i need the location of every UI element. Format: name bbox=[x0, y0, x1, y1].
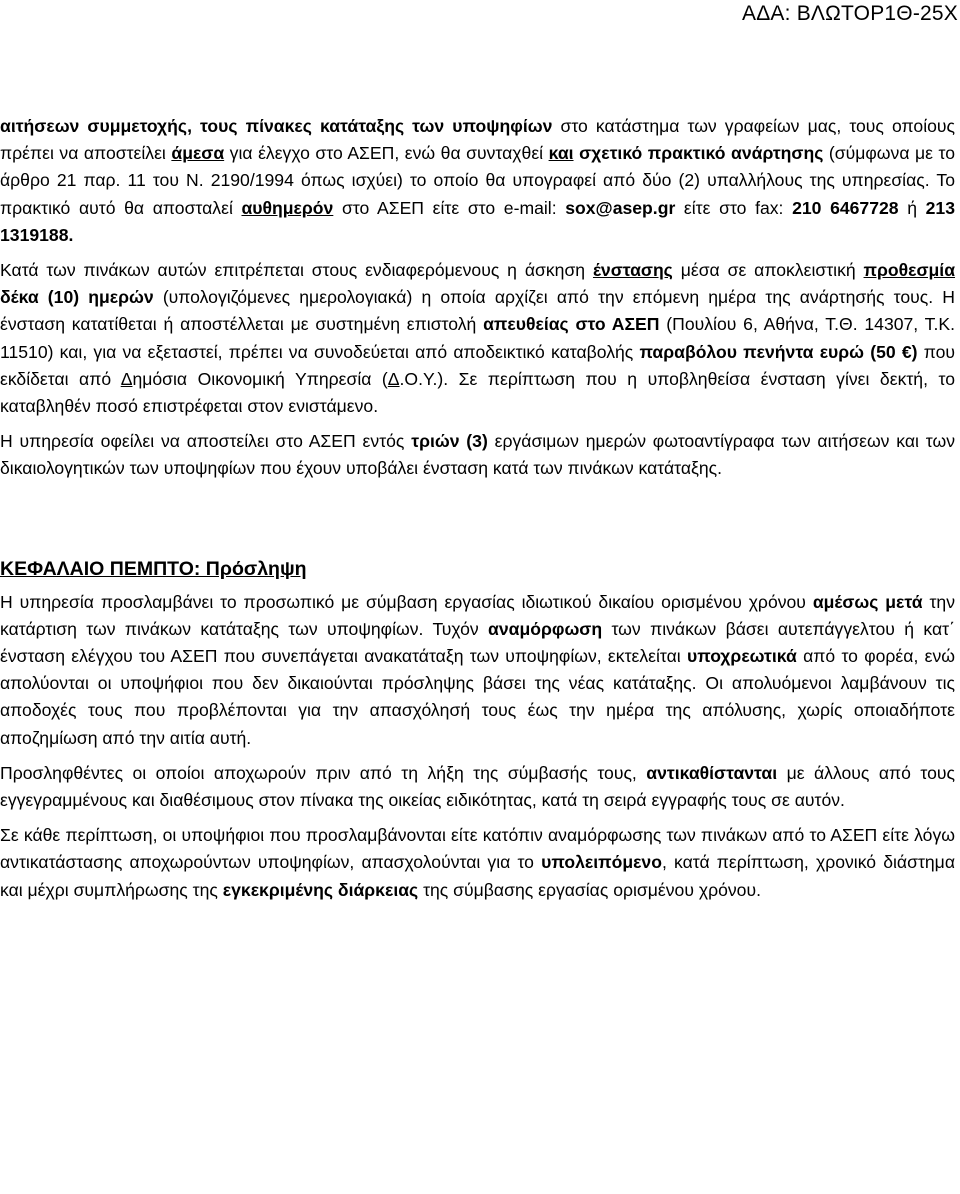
text-run: δέκα (10) ημερών bbox=[0, 287, 154, 308]
text-run: Κατά των πινάκων αυτών επιτρέπεται στους ενδιαφερόμενους η άσκηση bbox=[0, 260, 593, 281]
text-run: (σύμφωνα με το άρθρο 21 παρ. 11 του Ν. 2190/1994 όπως ισχύει) το οποίο θα υπογραφεί από δύο (2) υπαλλήλους της υπηρεσίας. Το πρακτικό αυτό θα αποσταλεί bbox=[0, 143, 955, 218]
text-run: της σύμβασης εργασίας ορισμένου χρόνου. bbox=[418, 879, 761, 900]
text-run: ή bbox=[898, 197, 926, 218]
text-run: εργάσιμων ημερών φωτοαντίγραφα των αιτήσεων και των δικαιολογητικών των υποψηφίων που έχουν υποβάλει ένσταση κατά των πινάκων κατάταξης. bbox=[0, 431, 955, 479]
text-run: εγκεκριμένης διάρκειας bbox=[222, 879, 419, 900]
text-run: 210 6467728 bbox=[792, 197, 899, 218]
text-run: αναμόρφωση bbox=[488, 618, 603, 639]
text-run: των πινάκων βάσει αυτεπάγγελτου ή κατ΄ ένσταση ελέγχου του ΑΣΕΠ που συνεπάγεται ανακατάταξη των υποψηφίων, εκτελείται bbox=[0, 618, 955, 667]
text-run: Προσληφθέντες οι οποίοι αποχωρούν πριν από τη λήξη της σύμβασής τους, bbox=[0, 762, 647, 783]
text-run: στο κατάστημα των γραφείων μας, τους οποίους πρέπει να αποστείλει bbox=[0, 116, 955, 164]
paragraph-hiring bbox=[0, 589, 955, 752]
text-run: (υπολογιζόμενες ημερολογιακά) η οποία αρχίζει από την επόμενη ημέρα της ανάρτησής τους. Η ένσταση κατατίθεται ή αποστέλλεται με συστημένη επιστολή bbox=[0, 287, 955, 335]
paragraph-copies bbox=[0, 428, 955, 482]
text-run: Η υπηρεσία προσλαμβάνει το προσωπικό με σύμβαση εργασίας ιδιωτικού δικαίου ορισμένου χρόνου bbox=[0, 591, 813, 612]
text-run: , κατά περίπτωση, χρονικό διάστημα και μέχρι συμπλήρωσης της bbox=[0, 852, 955, 900]
text-run: 213 1319188. bbox=[0, 197, 955, 245]
section-heading: ΚΕΦΑΛΑΙΟ ΠΕΜΠΤΟ: Πρόσληψη bbox=[0, 557, 307, 580]
text-run: .Ο.Υ.). Σε περίπτωση που η υποβληθείσα ένσταση γίνει δεκτή, το καταβληθέν ποσό επιστρέφεται στον ενιστάμενο. bbox=[0, 368, 955, 417]
paragraph-application-tables bbox=[0, 113, 955, 249]
text-run: σχετικό πρακτικό ανάρτησης bbox=[579, 143, 824, 164]
text-run: στο ΑΣΕΠ είτε στο e-mail: bbox=[333, 197, 566, 218]
text-run: ημόσια Οικονομική Υπηρεσία ( bbox=[132, 368, 388, 389]
text-run: αιτήσεων συμμετοχής, τους πίνακες κατάταξης των υποψηφίων bbox=[0, 116, 553, 136]
text-run: προθεσμία bbox=[863, 260, 956, 281]
text-run: Δ bbox=[387, 368, 400, 389]
text-run: υπολειπόμενο bbox=[541, 852, 662, 873]
text-run: παραβόλου πενήντα ευρώ (50 €) bbox=[639, 341, 918, 362]
text-run: την κατάρτιση των πινάκων κατάταξης των υποψηφίων. Τυχόν bbox=[0, 591, 955, 639]
text-run: sox@asep.gr bbox=[565, 197, 676, 218]
text-run: Η υπηρεσία οφείλει να αποστείλει στο ΑΣΕΠ εντός bbox=[0, 431, 412, 452]
text-run: τριών (3) bbox=[411, 431, 488, 452]
section-spacer bbox=[0, 483, 955, 555]
text-run: μέσα σε αποκλειστική bbox=[672, 260, 864, 281]
text-run: ένστασης bbox=[592, 260, 673, 281]
text-run: από το φορέα, ενώ απολύονται οι υποψήφιοι που δεν δικαιούνται πρόσληψης βάσει της νέας κατάταξης. Οι απολυόμενοι λαμβάνουν τις αποδοχές τους που προβλέπονται για την απασχόλησή τους έως την ημέρα της απόλυσης, χωρίς οποιαδήποτε αποζημίωση από την αιτία αυτή. bbox=[0, 646, 955, 748]
document-body bbox=[0, 113, 955, 904]
paragraph-objection bbox=[0, 257, 955, 420]
text-run: (Πουλίου 6, Αθήνα, Τ.Θ. 14307, Τ.Κ. 11510) και, για να εξεταστεί, πρέπει να συνοδεύεται από αποδεικτικό καταβολής bbox=[0, 314, 955, 362]
text-run: Σε κάθε περίπτωση, οι υποψήφιοι που προσλαμβάνονται είτε κατόπιν αναμόρφωσης των πινάκων από το ΑΣΕΠ είτε λόγω αντικατάστασης αποχωρούντων υποψηφίων, απασχολούνται για το bbox=[0, 825, 955, 873]
text-run: αμέσως μετά bbox=[812, 591, 923, 612]
text-run: που εκδίδεται από bbox=[0, 341, 955, 389]
text-run: άμεσα bbox=[171, 143, 225, 164]
text-run: Δ bbox=[120, 368, 133, 389]
paragraph-replacement bbox=[0, 760, 955, 814]
text-run: απευθείας στο ΑΣΕΠ bbox=[483, 314, 660, 335]
text-run: είτε στο fax: bbox=[675, 197, 793, 218]
text-run: υποχρεωτικά bbox=[686, 646, 797, 667]
text-run: και bbox=[548, 143, 574, 164]
text-run: αντικαθίστανται bbox=[646, 762, 778, 783]
document-code: ΑΔΑ: ΒΛΩΤΟΡ1Θ-25Χ bbox=[741, 2, 958, 25]
text-run: αυθημερόν bbox=[241, 197, 334, 218]
text-run: για έλεγχο στο ΑΣΕΠ, ενώ θα συνταχθεί bbox=[224, 143, 549, 164]
text-run: με άλλους από τους εγγεγραμμένους και διαθέσιμους στον πίνακα της οικείας ειδικότητας, κατά τη σειρά εγγραφής τους σε αυτόν. bbox=[0, 762, 955, 811]
paragraph-duration bbox=[0, 822, 955, 904]
